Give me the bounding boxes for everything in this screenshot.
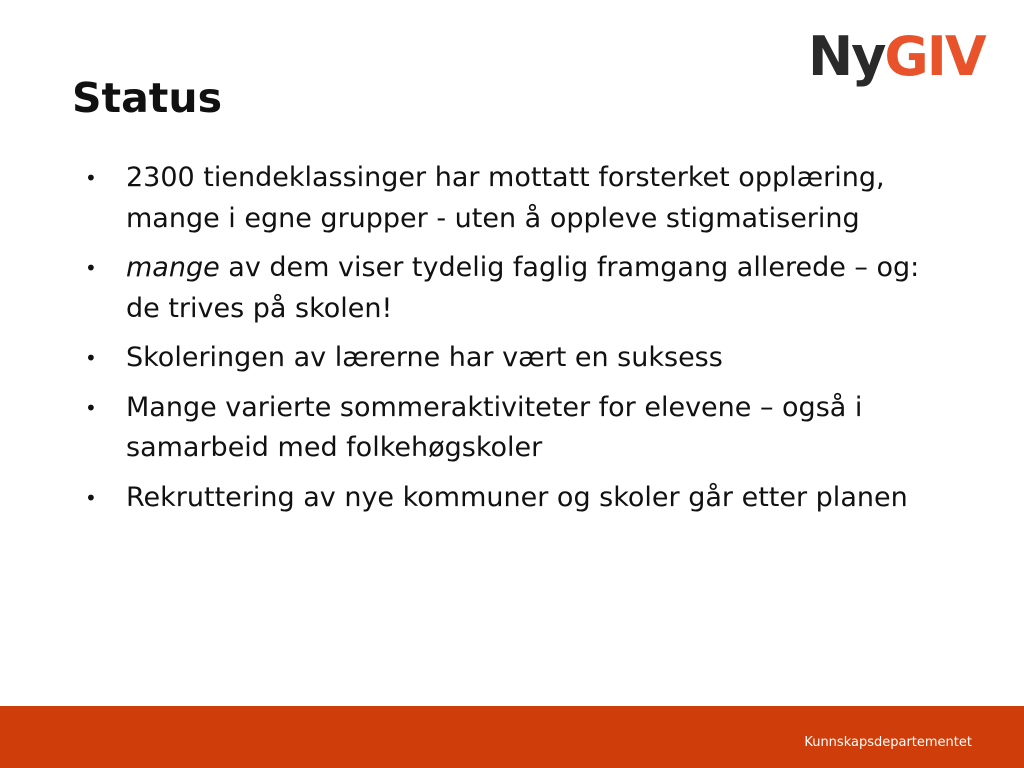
bullet-item xyxy=(85,338,956,379)
bullet-text: Mange varierte sommeraktiviteter for elevene – også i samarbeid med folkehøgskoler xyxy=(126,391,863,463)
bullet-item xyxy=(85,478,956,519)
bullet-dot-icon: • xyxy=(85,346,97,370)
bullet-item xyxy=(85,158,956,239)
bullet-text: Rekruttering av nye kommuner og skoler går etter planen xyxy=(126,481,908,513)
nygiv-logo xyxy=(808,22,985,92)
bullet-dot-icon: • xyxy=(85,256,97,280)
logo-text-ny: Ny xyxy=(808,25,885,88)
bullet-text: av dem viser tydelig faglig framgang allerede – og: de trives på skolen! xyxy=(126,252,920,324)
bullet-emphasis: mange xyxy=(126,252,220,283)
bullet-text: 2300 tiendeklassinger har mottatt forsterket opplæring, mange i egne grupper - uten å oppleve stigmatisering xyxy=(126,162,885,234)
slide-title: Status xyxy=(72,74,222,122)
bullet-text: Skoleringen av lærerne har vært en suksess xyxy=(126,342,723,373)
footer-bar xyxy=(0,706,1024,768)
bullet-list xyxy=(85,158,956,527)
logo-text-giv: GIV xyxy=(884,25,985,88)
bullet-item xyxy=(85,248,956,329)
bullet-dot-icon: • xyxy=(85,166,97,190)
bullet-dot-icon: • xyxy=(85,395,97,420)
footer-ministry-name: Kunnskapsdepartementet xyxy=(804,735,972,750)
bullet-item xyxy=(85,388,956,469)
bullet-dot-icon: • xyxy=(85,485,97,510)
